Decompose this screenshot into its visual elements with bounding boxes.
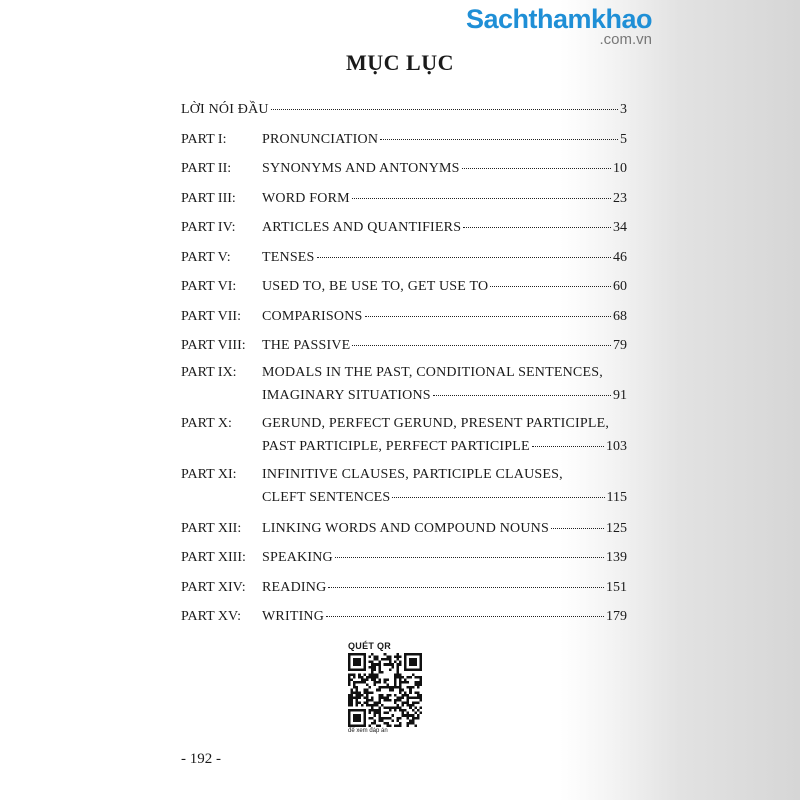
- dot-leader: [551, 528, 604, 529]
- qr-title: QUÉT QR: [348, 641, 392, 651]
- toc-page-number: 60: [613, 279, 627, 294]
- toc-entry-title: SYNONYMS AND ANTONYMS: [262, 161, 460, 176]
- toc-page-number: 115: [606, 489, 627, 505]
- toc-page-number: 46: [613, 249, 627, 265]
- toc-page-number: 5: [620, 131, 627, 147]
- toc-part-label: PART XIII:: [181, 550, 246, 565]
- qr-block: [348, 641, 422, 734]
- toc-entry: [181, 213, 627, 243]
- toc-page-number: 179: [606, 609, 627, 624]
- toc-part-label: PART XI:: [181, 466, 237, 482]
- toc-entry: [181, 272, 627, 302]
- toc-part-label: PART IX:: [181, 364, 237, 380]
- toc-entry-title: THE PASSIVE: [262, 338, 351, 353]
- dot-leader: [352, 198, 611, 199]
- toc-entry-title: LỜI NÓI ĐẦU: [181, 102, 269, 117]
- toc-entry: [181, 125, 627, 155]
- dot-leader: [433, 395, 611, 396]
- watermark-logo: [466, 4, 652, 48]
- toc-entry: [181, 543, 627, 573]
- page-title: MỤC LỤC: [346, 50, 454, 75]
- toc-entry-title: SPEAKING: [262, 550, 333, 565]
- dot-leader: [365, 316, 611, 317]
- toc-part-label: PART VI:: [181, 279, 237, 294]
- toc-entry-title: TENSES: [262, 249, 315, 265]
- toc-page-number: 79: [613, 338, 627, 353]
- toc-entry: [181, 412, 627, 463]
- toc-entry: [181, 154, 627, 184]
- toc-page-number: 139: [606, 550, 627, 565]
- watermark-domain: .com.vn: [599, 31, 652, 48]
- table-of-contents: [181, 95, 627, 632]
- toc-part-label: PART VIII:: [181, 338, 246, 353]
- toc-entry: [181, 573, 627, 603]
- dot-leader: [463, 227, 611, 228]
- dot-leader: [335, 557, 604, 558]
- toc-page-number: 23: [613, 190, 627, 206]
- toc-entry-title: WORD FORM: [262, 190, 350, 206]
- toc-part-label: PART IV:: [181, 220, 236, 235]
- toc-page-number: 34: [613, 220, 627, 235]
- toc-entry-title: MODALS IN THE PAST, CONDITIONAL SENTENCES,: [262, 364, 603, 380]
- toc-part-label: PART III:: [181, 190, 236, 206]
- toc-page-number: 10: [613, 161, 627, 176]
- toc-page-number: 125: [606, 520, 627, 536]
- toc-page-number: 3: [620, 102, 627, 117]
- qr-code-icon: [348, 653, 422, 727]
- toc-entry: [181, 243, 627, 273]
- toc-entry-title: IMAGINARY SITUATIONS: [262, 387, 431, 403]
- toc-entry-title: LINKING WORDS AND COMPOUND NOUNS: [262, 520, 549, 536]
- toc-entry: [181, 95, 627, 125]
- dot-leader: [271, 109, 618, 110]
- qr-caption: để xem đáp án: [348, 728, 388, 734]
- dot-leader: [392, 497, 604, 498]
- toc-part-label: PART I:: [181, 131, 227, 147]
- toc-entry-title: PAST PARTICIPLE, PERFECT PARTICIPLE: [262, 438, 530, 454]
- toc-entry: [181, 463, 627, 514]
- dot-leader: [328, 587, 604, 588]
- toc-entry-title: READING: [262, 579, 327, 595]
- toc-entry-title: COMPARISONS: [262, 308, 363, 324]
- dot-leader: [380, 139, 618, 140]
- toc-part-label: PART XV:: [181, 609, 241, 624]
- toc-part-label: PART V:: [181, 249, 231, 265]
- toc-part-label: PART XII:: [181, 520, 242, 536]
- toc-part-label: PART II:: [181, 161, 232, 176]
- dot-leader: [490, 286, 611, 287]
- toc-page-number: 91: [613, 387, 627, 403]
- toc-entry-title: PRONUNCIATION: [262, 131, 379, 147]
- toc-entry: [181, 361, 627, 412]
- toc-page-number: 68: [613, 308, 627, 324]
- toc-entry-title: INFINITIVE CLAUSES, PARTICIPLE CLAUSES,: [262, 466, 563, 482]
- toc-entry: [181, 602, 627, 632]
- page-number: - 192 -: [181, 751, 221, 767]
- toc-part-label: PART XIV:: [181, 579, 246, 595]
- dot-leader: [326, 616, 604, 617]
- dot-leader: [532, 446, 604, 447]
- toc-entry-title: WRITING: [262, 609, 325, 624]
- toc-part-label: PART VII:: [181, 308, 241, 324]
- toc-page-number: 103: [606, 438, 627, 454]
- toc-entry-title: CLEFT SENTENCES: [262, 489, 391, 505]
- dot-leader: [462, 168, 611, 169]
- toc-entry: [181, 302, 627, 332]
- dot-leader: [352, 345, 611, 346]
- toc-entry: [181, 184, 627, 214]
- toc-entry-title: ARTICLES AND QUANTIFIERS: [262, 220, 462, 235]
- toc-entry-title: USED TO, BE USE TO, GET USE TO: [262, 279, 489, 294]
- watermark-brand: Sachthamkhao: [465, 4, 652, 34]
- toc-page-number: 151: [606, 579, 627, 595]
- toc-entry: [181, 514, 627, 544]
- toc-entry-title: GERUND, PERFECT GERUND, PRESENT PARTICIPLE,: [262, 415, 610, 431]
- dot-leader: [317, 257, 611, 258]
- toc-part-label: PART X:: [181, 415, 232, 431]
- toc-entry: [181, 331, 627, 361]
